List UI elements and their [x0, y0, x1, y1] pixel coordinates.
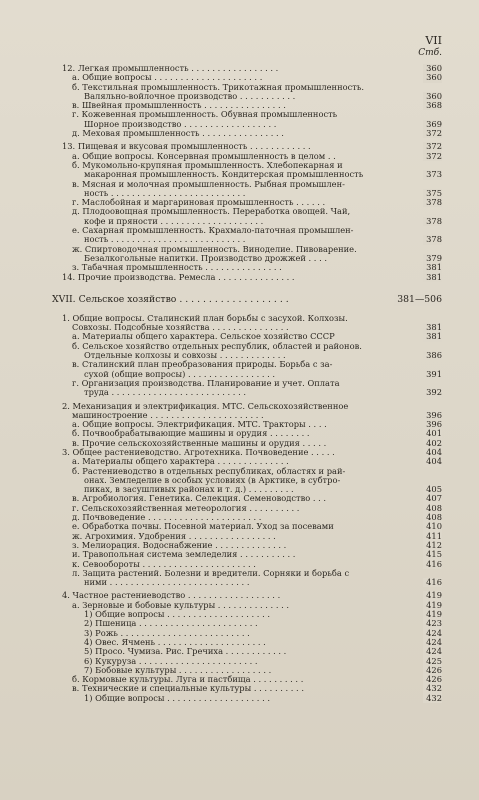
toc-entry-title: д. Плодоовощная промышленность. Переработка овощей. Чай,: [72, 207, 351, 217]
toc-entry: [0, 522, 479, 531]
toc-entry: [0, 619, 479, 628]
toc-entry-page: 408: [423, 504, 442, 513]
toc-entry-page: 404: [423, 457, 442, 466]
toc-entry-title: е. Обработка почвы. Посевной материал. Уход за посевами: [72, 522, 334, 532]
toc-entry-title: г. Организация производства. Планирование и учет. Оплата: [72, 378, 340, 388]
toc-entry-title: кофе и пряности . . . . . . . . . . . . . . . . . . . .: [84, 216, 264, 226]
toc-entry-page: 381: [423, 332, 442, 341]
toc-entry-page: 404: [423, 448, 442, 457]
toc-entry-title: ж. Спиртоводочная промышленность. Виноделие. Пивоварение.: [72, 244, 357, 254]
toc-entry: [0, 569, 479, 578]
toc-entry-title: ность . . . . . . . . . . . . . . . . . . . . . . . . . .: [84, 235, 246, 245]
toc-entry-page: 381: [423, 273, 442, 282]
toc-entry: [0, 591, 479, 600]
toc-entry: [0, 610, 479, 619]
toc-entry-page: 411: [423, 532, 442, 541]
toc-entry-title: 3) Рожь . . . . . . . . . . . . . . . . . . . . . . . . .: [84, 628, 250, 638]
toc-entry-title: к. Севообороты . . . . . . . . . . . . . . . . . . . . . .: [72, 559, 256, 569]
toc-entry: [0, 647, 479, 656]
toc-entry-title: а. Общие вопросы . . . . . . . . . . . . . . . . . . . . .: [72, 73, 263, 83]
toc-entry: [0, 360, 479, 369]
toc-entry-page: 432: [423, 694, 442, 703]
toc-entry: [0, 494, 479, 503]
toc-entry: [0, 120, 479, 129]
toc-entry-title: Валяльно-войлочное производство . . . . . . . . . . .: [84, 91, 296, 101]
toc-entry: [0, 73, 479, 82]
toc-entry: [0, 684, 479, 693]
toc-entry-page: 416: [423, 560, 442, 569]
toc-entry: [0, 314, 479, 323]
toc-entry-page: 424: [423, 629, 442, 638]
toc-entry-page: 410: [423, 522, 442, 531]
toc-entry: [0, 388, 479, 397]
toc-entry-page: 391: [423, 370, 442, 379]
toc-entry: [0, 180, 479, 189]
toc-entry: [0, 323, 479, 332]
toc-entry-title: труда . . . . . . . . . . . . . . . . . . . . . . . . . .: [84, 388, 246, 398]
toc-entry: [0, 666, 479, 675]
toc-entry-page: 407: [423, 494, 442, 503]
toc-entry-title: Шорное производство . . . . . . . . . . . . . . . . . .: [84, 119, 277, 129]
toc-entry: [0, 485, 479, 494]
toc-entry: [0, 541, 479, 550]
toc-entry: [0, 142, 479, 151]
toc-entry: [0, 170, 479, 179]
toc-entry-page: 381—506: [394, 294, 442, 306]
toc-entry-page: 425: [423, 657, 442, 666]
toc-entry-page: 432: [423, 684, 442, 693]
toc-entry-title: XVII. Сельское хозяйство . . . . . . . . . . . . . . . . . . .: [52, 293, 289, 305]
toc-entry: [0, 254, 479, 263]
toc-entry-title: а. Материалы общего характера. Сельское хозяйство СССР: [72, 332, 335, 342]
toc-entry-title: б. Мукомольно-крупяная промышленность. Хлебопекарная и: [72, 160, 343, 170]
toc-entry-page: 415: [423, 550, 442, 559]
toc-entry: [0, 101, 479, 110]
toc-entry: [0, 629, 479, 638]
toc-entry-title: 4) Овес. Ячмень . . . . . . . . . . . . . . . . . . . . .: [84, 637, 266, 647]
toc-entry-page: 412: [423, 541, 442, 550]
toc-entry: [0, 457, 479, 466]
toc-entry-title: 4. Частное растениеводство . . . . . . . . . . . . . . . . . .: [62, 591, 281, 601]
toc-entry: [0, 638, 479, 647]
toc-entry-title: 7) Бобовые культуры . . . . . . . . . . . . . . . . . .: [84, 665, 272, 675]
toc-entry-title: онах. Земледелие в особых условиях (в Арктике, в субтро-: [84, 475, 341, 485]
toc-entry-page: 424: [423, 638, 442, 647]
toc-entry: [0, 64, 479, 73]
toc-entry: [0, 273, 479, 282]
toc-entry: [0, 110, 479, 119]
toc-entry-page: 426: [423, 666, 442, 675]
toc-entry: [0, 420, 479, 429]
toc-entry-page: 381: [423, 323, 442, 332]
toc-entry: [0, 550, 479, 559]
toc-entry-title: б. Кормовые культуры. Луга и пастбища . . . . . . . . . .: [72, 675, 304, 685]
toc-entry-title: г. Кожевенная промышленность. Обувная промышленность: [72, 110, 338, 120]
toc-entry: [0, 83, 479, 92]
toc-entry-title: а. Зерновые и бобовые культуры . . . . . . . . . . . . . .: [72, 600, 290, 610]
toc-entry-page: 368: [423, 101, 442, 110]
toc-entry: [0, 578, 479, 587]
toc-entry-title: а. Общие вопросы. Электрификация. МТС. Тракторы . . . .: [72, 420, 327, 430]
toc-entry-page: 419: [423, 591, 442, 600]
column-header: Стб.: [418, 48, 442, 58]
toc-entry-page: 408: [423, 513, 442, 522]
toc-entry: [0, 601, 479, 610]
toc-entry-title: ними . . . . . . . . . . . . . . . . . . . . . . . . . . .: [84, 578, 250, 588]
toc-entry: [0, 332, 479, 341]
toc-entry-page: 396: [423, 411, 442, 420]
toc-entry-title: з. Табачная промышленность . . . . . . . . . . . . . . .: [72, 263, 282, 273]
toc-entry-page: 360: [423, 64, 442, 73]
toc-entry-title: 14. Прочие производства. Ремесла . . . . . . . . . . . . . . .: [62, 272, 295, 282]
toc-entry: [0, 532, 479, 541]
toc-entry-title: в. Сталинский план преобразования природы. Борьба с за-: [72, 360, 333, 370]
toc-entry-page: 424: [423, 647, 442, 656]
toc-entry-title: а. Общие вопросы. Консервная промышленность в целом . .: [72, 151, 336, 161]
toc-entry-title: 12. Легкая промышленность . . . . . . . . . . . . . . . . .: [62, 64, 279, 73]
toc-entry-title: Совхозы. Подсобные хозяйства . . . . . . . . . . . . . . .: [72, 323, 289, 333]
toc-entry-title: пиках, в засушливых районах и т. д.) . . . . . . . . .: [84, 485, 294, 495]
toc-entry-page: 419: [423, 601, 442, 610]
toc-entry-page: 369: [423, 120, 442, 129]
toc-entry: [0, 448, 479, 457]
toc-entry-title: 1) Общие вопросы . . . . . . . . . . . . . . . . . . . .: [84, 610, 270, 620]
toc-entry: [0, 207, 479, 216]
toc-entry-title: Отдельные колхозы и совхозы . . . . . . . . . . . . .: [84, 351, 286, 361]
toc-entry-title: б. Сельское хозяйство отдельных республик, областей и районов.: [72, 341, 362, 351]
toc-entry-title: 1. Общие вопросы. Сталинский план борьбы с засухой. Колхозы.: [62, 313, 348, 323]
toc-entry-page: 372: [423, 129, 442, 138]
toc-entry: [0, 189, 479, 198]
toc-entry-title: 6) Кукуруза . . . . . . . . . . . . . . . . . . . . . . .: [84, 656, 258, 666]
toc-entry: [0, 263, 479, 272]
toc-entry-page: 396: [423, 420, 442, 429]
toc-entry-page: 372: [423, 152, 442, 161]
toc-entry-title: в. Мясная и молочная промышленность. Рыбная промышлен-: [72, 179, 345, 189]
toc-entry-page: 360: [423, 73, 442, 82]
toc-entry-title: д. Почвоведение . . . . . . . . . . . . . . . . . . . . . .: [72, 513, 262, 523]
toc-entry-page: 360: [423, 92, 442, 101]
toc-entry-title: б. Текстильная промышленность. Трикотажная промышленность.: [72, 82, 364, 92]
toc-entry-title: 13. Пищевая и вкусовая промышленность . . . . . . . . . . . .: [62, 142, 311, 152]
page-number: VII: [425, 34, 442, 47]
toc-entry-title: в. Технические и специальные культуры . . . . . . . . . .: [72, 684, 304, 694]
toc-entry: [0, 198, 479, 207]
toc-entry-page: 402: [423, 439, 442, 448]
toc-entry-page: 423: [423, 619, 442, 628]
toc-entry-title: сухой (общие вопросы) . . . . . . . . . . . . . . . . .: [84, 369, 276, 379]
toc-entry-title: г. Маслобойная и маргариновая промышленность . . . . . .: [72, 198, 326, 208]
toc-entry-title: ж. Агрохимия. Удобрения . . . . . . . . . . . . . . . . .: [72, 531, 276, 541]
section-heading: [0, 294, 479, 306]
toc-entry-page: 416: [423, 578, 442, 587]
toc-entry-title: б. Почвообрабатывающие машины и орудия . . . . . . . .: [72, 429, 310, 439]
toc-entry-title: в. Прочие сельскохозяйственные машины и орудия . . . . .: [72, 438, 327, 448]
toc-entry-page: 373: [423, 170, 442, 179]
toc-entry: [0, 560, 479, 569]
toc-entry-title: Безалкогольные напитки. Производство дрожжей . . . .: [84, 253, 327, 263]
toc-entry-title: л. Защита растений. Болезни и вредители. Сорняки и борьба с: [72, 568, 350, 578]
toc-entry-title: машиностроение . . . . . . . . . . . . . . . . . . . . . .: [72, 410, 264, 420]
toc-entry-title: е. Сахарная промышленность. Крахмало-паточная промышлен-: [72, 226, 354, 236]
toc-entry-page: 419: [423, 610, 442, 619]
toc-entry-page: 386: [423, 351, 442, 360]
toc-entry: [0, 235, 479, 244]
toc-entry-title: макаронная промышленность. Кондитерская промышленность: [84, 170, 364, 180]
toc-entry: [0, 161, 479, 170]
toc-entry: [0, 657, 479, 666]
toc-entry-page: 392: [423, 388, 442, 397]
toc-entry: [0, 504, 479, 513]
toc-entry-page: 381: [423, 263, 442, 272]
toc-entry-page: 378: [423, 198, 442, 207]
toc-entry-title: г. Сельскохозяйственная метеорология . . . . . . . . . .: [72, 503, 300, 513]
toc-entry: [0, 245, 479, 254]
toc-entry: [0, 351, 479, 360]
toc-entry-page: 372: [423, 142, 442, 151]
toc-entry-page: 379: [423, 254, 442, 263]
toc-entry-page: 426: [423, 675, 442, 684]
toc-entry-title: в. Швейная промышленность . . . . . . . . . . . . . . . .: [72, 101, 286, 111]
toc-entry: [0, 129, 479, 138]
toc-entry: [0, 342, 479, 351]
toc-entry-page: 405: [423, 485, 442, 494]
toc-entry-title: д. Меховая промышленность . . . . . . . . . . . . . . . .: [72, 129, 284, 139]
toc-entry: [0, 439, 479, 448]
toc-entry: [0, 476, 479, 485]
toc-entry-title: и. Травопольная система земледелия . . . . . . . . . . .: [72, 550, 296, 560]
toc-entry-page: 378: [423, 235, 442, 244]
toc-entry-title: б. Растениеводство в отдельных республиках, областях и рай-: [72, 466, 346, 476]
toc-entry-page: 378: [423, 217, 442, 226]
toc-entry-title: 1) Общие вопросы . . . . . . . . . . . . . . . . . . . .: [84, 693, 270, 703]
toc-entry: [0, 694, 479, 703]
toc-entry-title: 2. Механизация и электрификация. МТС. Сельскохозяйственное: [62, 401, 349, 411]
toc-entry-title: ность . . . . . . . . . . . . . . . . . . . . . . . . . .: [84, 188, 246, 198]
toc-entry: [0, 226, 479, 235]
toc-entry: [0, 379, 479, 388]
toc-entry-title: з. Мелиорация. Водоснабжение . . . . . . . . . . . . . .: [72, 540, 287, 550]
table-of-contents: [0, 64, 479, 703]
toc-entry: [0, 411, 479, 420]
toc-entry: [0, 152, 479, 161]
toc-entry: [0, 217, 479, 226]
toc-entry: [0, 429, 479, 438]
toc-entry: [0, 370, 479, 379]
toc-entry-title: 5) Просо. Чумиза. Рис. Гречиха . . . . . . . . . . . .: [84, 647, 287, 657]
toc-entry: [0, 92, 479, 101]
toc-entry-title: 2) Пшеница . . . . . . . . . . . . . . . . . . . . . . .: [84, 619, 258, 629]
toc-entry: [0, 467, 479, 476]
toc-entry-title: а. Материалы общего характера . . . . . . . . . . . . . .: [72, 457, 289, 467]
toc-entry: [0, 675, 479, 684]
toc-entry: [0, 513, 479, 522]
toc-entry: [0, 402, 479, 411]
toc-entry-page: 401: [423, 429, 442, 438]
toc-entry-title: в. Агробиология. Генетика. Селекция. Семеноводство . . .: [72, 494, 327, 504]
toc-entry-title: 3. Общее растениеводство. Агротехника. Почвоведение . . . . .: [62, 447, 335, 457]
toc-entry-page: 375: [423, 189, 442, 198]
